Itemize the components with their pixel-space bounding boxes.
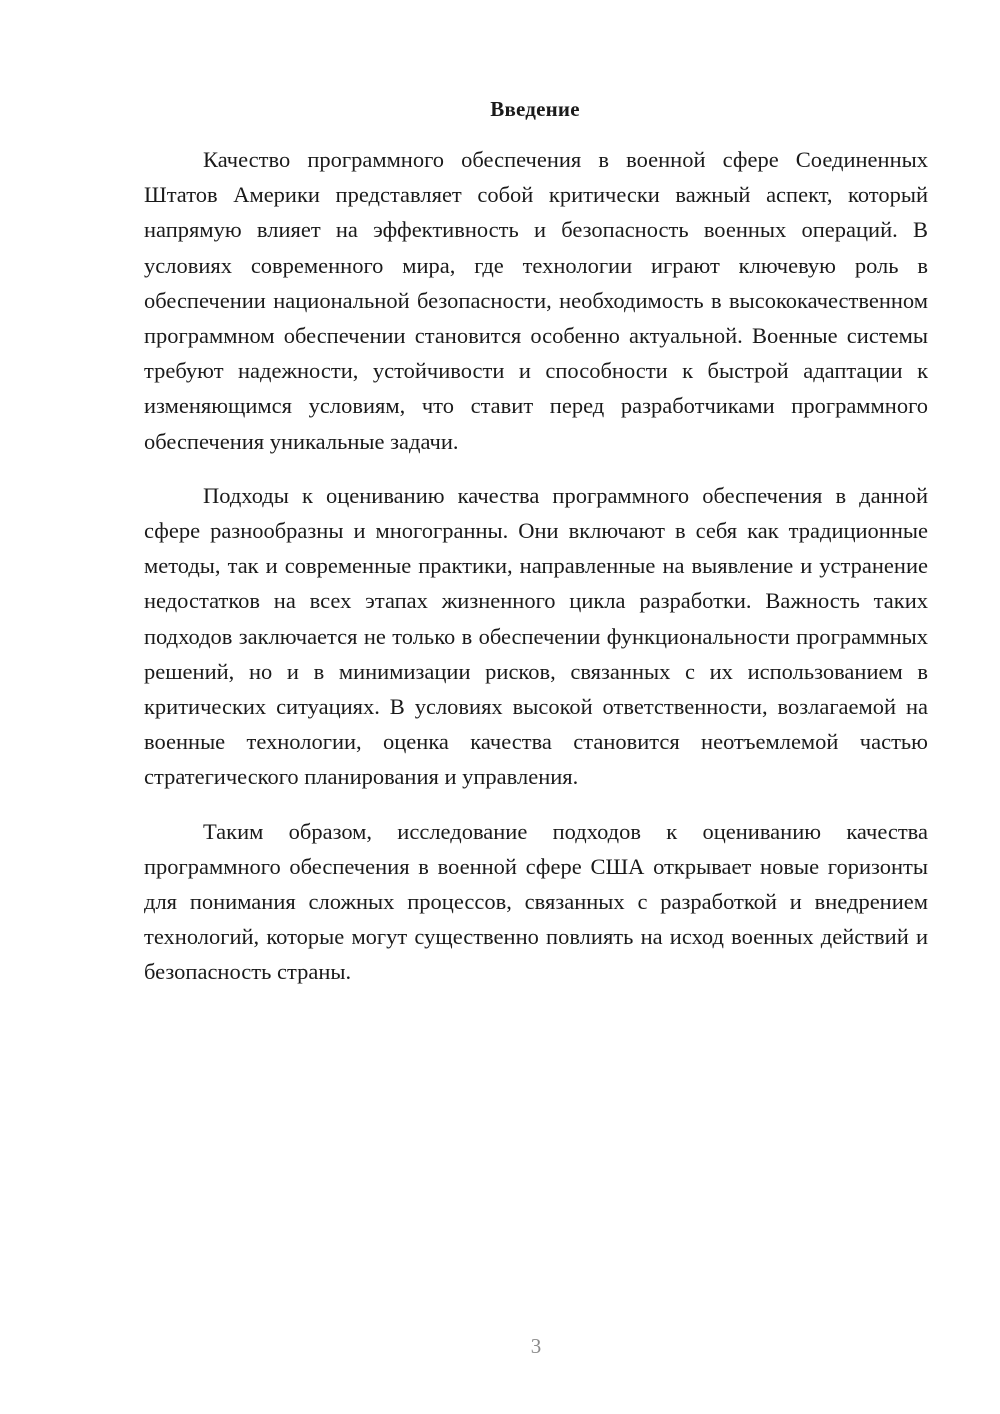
page-number: 3: [530, 1334, 542, 1358]
page-title: Введение: [490, 97, 580, 121]
paragraph-2: Подходы к оцениванию качества программного обеспечения в данной сфере разнообразны и многогранны. Они включают в себя как традиционные методы, так и современные практики, направленные на выявление и устранение недостатков на всех этапах жизненного цикла разработки. Важность таких подходов заключается не только в обеспечении функциональности программных решений, но и в минимизации рисков, связанных с их использованием в критических ситуациях. В условиях высокой ответственности, возлагаемой на военные технологии, оценка качества становится неотъемлемой частью стратегического планирования и управления.: [144, 482, 928, 790]
document-body: [144, 142, 928, 1009]
paragraph-3: Таким образом, исследование подходов к оцениванию качества программного обеспечения в военной сфере США открывает новые горизонты для понимания сложных процессов, связанных с разработкой и внедрением технологий, которые могут существенно повлиять на исход военных действий и безопасность страны.: [144, 818, 928, 985]
paragraph-1: Качество программного обеспечения в военной сфере Соединенных Штатов Америки представляет собой критически важный аспект, который напрямую влияет на эффективность и безопасность военных операций. В условиях современного мира, где технологии играют ключевую роль в обеспечении национальной безопасности, необходимость в высококачественном программном обеспечении становится особенно актуальной. Военные системы требуют надежности, устойчивости и способности к быстрой адаптации к изменяющимся условиям, что ставит перед разработчиками программного обеспечения уникальные задачи.: [144, 147, 928, 454]
